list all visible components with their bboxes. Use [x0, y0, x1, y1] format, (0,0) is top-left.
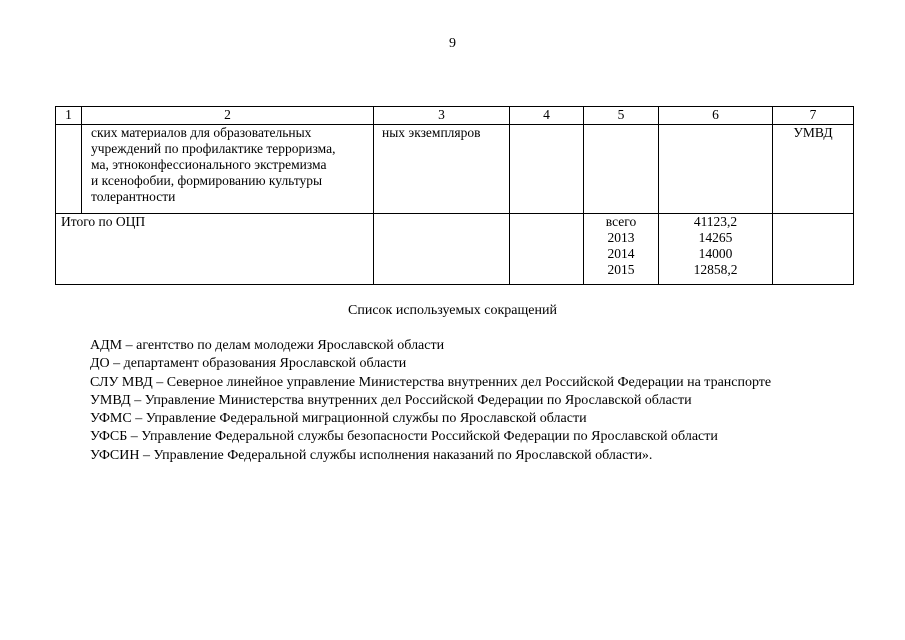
- total-label-cell: Итого по ОЦП: [56, 214, 374, 285]
- table-cell: [773, 214, 854, 285]
- table-cell: [510, 125, 584, 214]
- amount-value: 41123,2: [693, 214, 738, 229]
- table-cell: [374, 214, 510, 285]
- table-cell: [659, 125, 773, 214]
- year-label: всего: [605, 214, 637, 229]
- header-cell: 7: [773, 107, 854, 125]
- header-cell: 5: [584, 107, 659, 125]
- amounts-cell: [659, 214, 773, 285]
- result-cell: ных экземпляров: [374, 125, 510, 214]
- header-cell: 6: [659, 107, 773, 125]
- page-number: 9: [449, 36, 456, 51]
- abbreviation-item: АДМ – агентство по делам молодежи Ярославской области: [90, 338, 445, 353]
- abbreviation-item: УФСИН – Управление Федеральной службы исполнения наказаний по Ярославской области».: [90, 447, 653, 463]
- abbreviation-item: СЛУ МВД – Северное линейное управление Министерства внутренних дел Российской Федерации на транспорте: [90, 374, 772, 390]
- executor-cell: УМВД: [773, 125, 854, 214]
- header-cell: 2: [82, 107, 374, 125]
- abbreviation-item: УМВД – Управление Министерства внутренних дел Российской Федерации по Ярославской области: [90, 392, 692, 408]
- text-line: толерантности: [91, 189, 176, 204]
- amount-value: 14265: [698, 230, 733, 245]
- abbreviations-title: Список используемых сокращений: [348, 303, 557, 318]
- abbreviation-item: УФМС – Управление Федеральной миграционной службы по Ярославской области: [90, 411, 587, 427]
- table-cell: [584, 125, 659, 214]
- program-table: [55, 106, 854, 285]
- text-line: учреждений по профилактике терроризма,: [91, 141, 336, 156]
- text-line: ских материалов для образовательных: [91, 125, 312, 140]
- header-cell: 3: [374, 107, 510, 125]
- header-cell: 4: [510, 107, 584, 125]
- text-line: и ксенофобии, формированию культуры: [91, 173, 323, 188]
- amount-value: 14000: [698, 246, 733, 261]
- table-header-row: [56, 107, 854, 125]
- year-label: 2014: [607, 246, 635, 261]
- abbreviation-item: ДО – департамент образования Ярославской области: [90, 356, 407, 372]
- header-cell: 1: [56, 107, 82, 125]
- table-cell: [56, 125, 82, 214]
- text-line: ма, этноконфессионального экстремизма: [91, 157, 327, 172]
- year-label: 2015: [607, 262, 635, 277]
- table-row: [56, 125, 854, 214]
- years-cell: [584, 214, 659, 285]
- amount-value: 12858,2: [693, 262, 738, 277]
- table-cell: [510, 214, 584, 285]
- abbreviations-list: [90, 337, 771, 465]
- abbreviation-item: УФСБ – Управление Федеральной службы безопасности Российской Федерации по Ярославской области: [90, 429, 718, 445]
- total-row: [56, 214, 854, 285]
- year-label: 2013: [607, 230, 635, 245]
- measure-description-cell: [82, 125, 374, 214]
